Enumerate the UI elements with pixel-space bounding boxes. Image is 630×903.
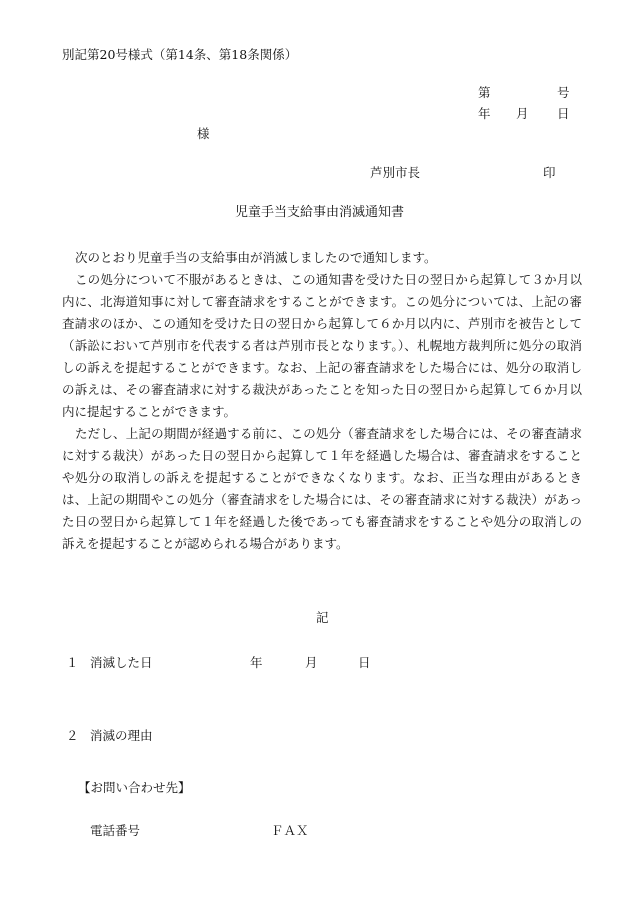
date-month: 月	[516, 106, 529, 121]
paragraph-proviso: ただし、上記の期間が経過する前に、この処分（審査請求をした場合には、その審査請求に対する裁決）があった日の翌日から起算して１年を経過した場合は、審査請求をすることや処分の取消しの訴えを提起することができなくなります。なお、正当な理由があるときは、上記の期間やこの処分（審査請求をした場合には、その審査請求に対する裁決）があった日の翌日から起算して１年を経過した後であっても審査請求をすることや処分の取消しの訴えを提起することが認められる場合があります。	[62, 426, 582, 551]
item-month: 月	[305, 655, 318, 670]
addressee-suffix: 様	[197, 126, 210, 141]
item-number: ２	[66, 728, 79, 743]
seal-mark: 印	[543, 165, 556, 180]
date-year: 年	[478, 106, 491, 121]
item-number: １	[66, 655, 79, 670]
paragraph-appeal: この処分について不服があるときは、この通知書を受けた日の翌日から起算して３か月以内に、北海道知事に対して審査請求をすることができます。この処分については、上記の審査請求のほか、この通知を受けた日の翌日から起算して６か月以内に、芦別市を被告として（訴訟において芦別市を代表する者は芦別市長となります。）、札幌地方裁判所に処分の取消しの訴えを提起することができます。なお、上記の審査請求をした場合には、処分の取消しの訴えは、その審査請求に対する裁決があったことを知った日の翌日から起算して６か月以内に提起することができます。	[62, 272, 582, 419]
item-label: 消滅した日	[90, 655, 153, 670]
issuer-title: 芦別市長	[370, 165, 421, 180]
item-label: 消滅の理由	[90, 728, 153, 743]
notice-body	[62, 247, 582, 555]
phone-label: 電話番号	[90, 823, 141, 838]
form-reference: 別記第20号様式（第14条、第18条関係）	[62, 47, 298, 62]
number-dai: 第	[478, 85, 491, 100]
paragraph-intro: 次のとおり児童手当の支給事由が消滅しましたので通知します。	[75, 250, 437, 265]
ki-heading: 記	[316, 610, 329, 625]
fax-label: ＦＡＸ	[271, 823, 309, 838]
date-day: 日	[557, 106, 570, 121]
item-year: 年	[250, 655, 263, 670]
item-day: 日	[358, 655, 371, 670]
document-title: 児童手当支給事由消滅通知書	[235, 205, 405, 220]
contact-heading: 【お問い合わせ先】	[78, 780, 191, 795]
number-go: 号	[557, 85, 570, 100]
